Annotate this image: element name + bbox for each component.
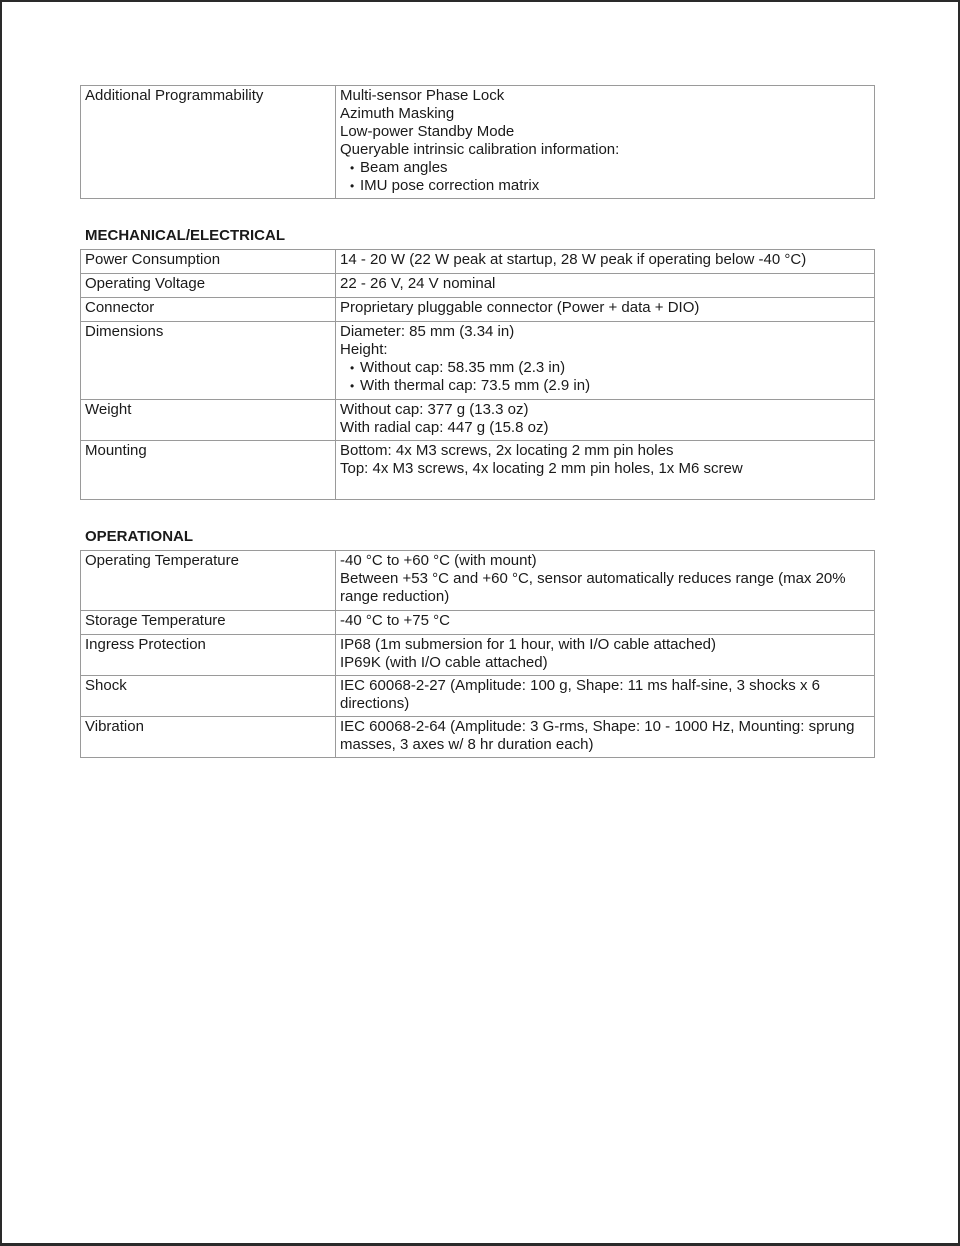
table-row — [81, 611, 875, 635]
row-label: Connector — [81, 298, 336, 322]
value-line: Between +53 °C and +60 °C, sensor automatically reduces range (max 20% range reduction) — [340, 570, 846, 605]
table-row — [81, 400, 875, 441]
row-value — [336, 298, 875, 322]
table-row — [81, 250, 875, 274]
row-label: Dimensions — [81, 322, 336, 400]
programmability-table — [80, 85, 875, 199]
value-line: Queryable intrinsic calibration information: — [340, 141, 620, 158]
table-row — [81, 274, 875, 298]
bullet-item: • IMU pose correction matrix — [340, 177, 870, 195]
section-title-mechanical: MECHANICAL/ELECTRICAL — [85, 227, 285, 244]
table-row — [81, 676, 875, 717]
value-line: IP68 (1m submersion for 1 hour, with I/O cable attached) — [340, 636, 717, 653]
value-line: IEC 60068-2-64 (Amplitude: 3 G-rms, Shape: 10 - 1000 Hz, Mounting: sprung masses, 3 axes w/ 8 hr duration each) — [340, 718, 855, 753]
table-row — [81, 86, 875, 199]
row-value — [336, 86, 875, 199]
table-row — [81, 322, 875, 400]
value-line: Proprietary pluggable connector (Power + data + DIO) — [340, 299, 700, 316]
row-value — [336, 676, 875, 717]
bullet-item: • With thermal cap: 73.5 mm (2.9 in) — [340, 377, 870, 395]
table-row — [81, 635, 875, 676]
value-line: Diameter: 85 mm (3.34 in) — [340, 323, 515, 340]
value-line: IP69K (with I/O cable attached) — [340, 654, 548, 671]
row-label: Operating Voltage — [81, 274, 336, 298]
row-value — [336, 717, 875, 758]
row-label: Operating Temperature — [81, 551, 336, 611]
value-line: Bottom: 4x M3 screws, 2x locating 2 mm pin holes — [340, 442, 674, 459]
bullet-item: • Beam angles — [340, 159, 870, 177]
row-label: Weight — [81, 400, 336, 441]
row-value — [336, 551, 875, 611]
row-label: Storage Temperature — [81, 611, 336, 635]
value-line: IEC 60068-2-27 (Amplitude: 100 g, Shape: 11 ms half-sine, 3 shocks x 6 directions) — [340, 677, 820, 712]
row-value — [336, 274, 875, 298]
value-line: Without cap: 377 g (13.3 oz) — [340, 401, 529, 418]
row-value — [336, 322, 875, 400]
row-value — [336, 635, 875, 676]
bullet-item: • Without cap: 58.35 mm (2.3 in) — [340, 359, 870, 377]
row-value — [336, 400, 875, 441]
row-label: Additional Programmability — [81, 86, 336, 199]
section-title-operational: OPERATIONAL — [85, 528, 194, 545]
table-row — [81, 717, 875, 758]
row-label: Vibration — [81, 717, 336, 758]
row-value — [336, 441, 875, 500]
row-label: Ingress Protection — [81, 635, 336, 676]
spec-document — [80, 85, 875, 758]
table-row — [81, 551, 875, 611]
table-row — [81, 441, 875, 500]
row-label: Shock — [81, 676, 336, 717]
value-line: Multi-sensor Phase Lock — [340, 87, 505, 104]
table-row — [81, 298, 875, 322]
value-line: Azimuth Masking — [340, 105, 455, 122]
value-line: Height: — [340, 341, 388, 358]
value-line: 22 - 26 V, 24 V nominal — [340, 275, 496, 292]
row-value — [336, 250, 875, 274]
operational-table — [80, 550, 875, 758]
value-line: Top: 4x M3 screws, 4x locating 2 mm pin holes, 1x M6 screw — [340, 460, 743, 477]
value-line: 14 - 20 W (22 W peak at startup, 28 W peak if operating below -40 °C) — [340, 251, 807, 268]
row-label: Power Consumption — [81, 250, 336, 274]
value-line: -40 °C to +75 °C — [340, 612, 450, 629]
mechanical-table — [80, 249, 875, 500]
value-line: Low-power Standby Mode — [340, 123, 515, 140]
row-label: Mounting — [81, 441, 336, 500]
value-line: -40 °C to +60 °C (with mount) — [340, 552, 537, 569]
value-line: With radial cap: 447 g (15.8 oz) — [340, 419, 549, 436]
row-value — [336, 611, 875, 635]
